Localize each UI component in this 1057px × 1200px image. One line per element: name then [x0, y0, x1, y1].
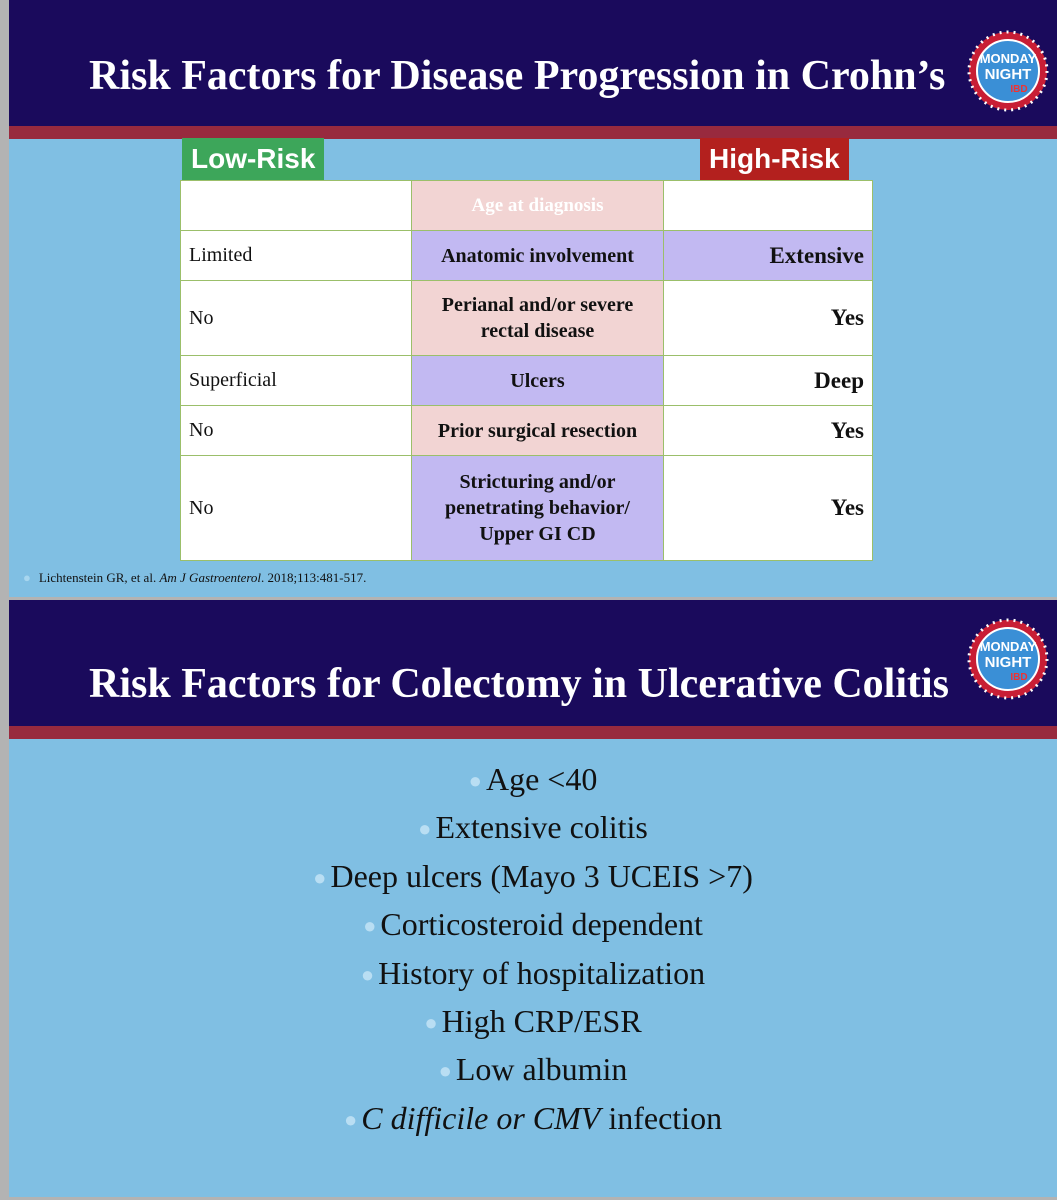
monday-night-ibd-logo-icon — [967, 618, 1049, 700]
list-item: ● Age <40 — [468, 761, 598, 797]
list-item: ● Low albumin — [438, 1051, 628, 1088]
factor-cell: Anatomic involvement — [412, 231, 664, 281]
low-risk-cell: No — [181, 406, 412, 456]
risk-factor-list — [9, 755, 1057, 1142]
low-risk-badge: Low-Risk — [182, 138, 324, 180]
bullet-dot-icon: ● — [23, 570, 31, 585]
monday-night-ibd-logo-icon — [967, 30, 1049, 112]
factor-cell: Age at diagnosis — [412, 181, 664, 231]
factor-cell: Prior surgical resection — [412, 406, 664, 456]
table-row — [181, 406, 873, 456]
citation-authors: Lichtenstein GR, et al. — [38, 570, 157, 585]
bullet-dot-icon: ● — [468, 768, 482, 793]
header-accent-bar — [9, 126, 1057, 139]
high-risk-badge: High-Risk — [700, 138, 849, 180]
slide-title: Risk Factors for Colectomy in Ulcerative Colitis — [89, 661, 950, 707]
svg-text:NIGHT: NIGHT — [984, 654, 1032, 671]
list-item: ● History of hospitalization — [360, 954, 706, 991]
bullet-dot-icon: ● — [363, 913, 377, 939]
bullet-dot-icon: ● — [418, 816, 432, 842]
high-risk-cell: Extensive — [664, 231, 873, 281]
bullet-dot-icon: ● — [438, 1058, 452, 1084]
svg-text:IBD: IBD — [1010, 672, 1028, 683]
table-row — [181, 231, 873, 281]
list-item: ● Extensive colitis — [418, 809, 648, 846]
low-risk-cell: No — [181, 456, 412, 561]
svg-text:NIGHT: NIGHT — [984, 66, 1032, 83]
factor-cell: Stricturing and/or penetrating behavior/ Upper GI CD — [412, 456, 664, 561]
list-item: ● C difficile or CMV infection — [343, 1099, 723, 1136]
table-row — [181, 356, 873, 406]
citation-details: . 2018;113:481-517. — [261, 570, 367, 585]
list-item: ● High CRP/ESR — [424, 1002, 642, 1039]
bullet-dot-icon: ● — [424, 1009, 438, 1035]
factor-cell: Perianal and/or severe rectal disease — [412, 281, 664, 356]
bullet-dot-icon: ● — [343, 1106, 358, 1132]
header-accent-bar — [9, 726, 1057, 739]
svg-text:MONDAY: MONDAY — [979, 639, 1037, 654]
high-risk-cell: Yes — [664, 406, 873, 456]
slide-title: Risk Factors for Disease Progression in Crohn’s — [89, 53, 946, 99]
high-risk-cell: Yes — [664, 456, 873, 561]
high-risk-cell: Deep — [664, 356, 873, 406]
risk-factor-table — [180, 180, 873, 561]
list-item: ● Corticosteroid dependent — [363, 906, 703, 943]
svg-text:MONDAY: MONDAY — [979, 51, 1037, 66]
low-risk-cell: Superficial — [181, 356, 412, 406]
citation — [23, 570, 366, 586]
low-risk-cell: No — [181, 281, 412, 356]
citation-journal: Am J Gastroenterol — [159, 570, 262, 585]
slide-crohns — [9, 0, 1057, 597]
table-row — [181, 456, 873, 561]
slide-ulcerative-colitis — [9, 600, 1057, 1197]
high-risk-cell: Yes — [664, 281, 873, 356]
svg-text:IBD: IBD — [1010, 84, 1028, 95]
factor-cell: Ulcers — [412, 356, 664, 406]
bullet-dot-icon: ● — [360, 961, 375, 987]
list-item: ● Deep ulcers (Mayo 3 UCEIS >7) — [313, 857, 753, 894]
table-row — [181, 281, 873, 356]
low-risk-cell: Limited — [181, 231, 412, 281]
bullet-dot-icon: ● — [313, 864, 327, 890]
table-row — [181, 181, 873, 231]
high-risk-cell — [664, 181, 873, 231]
low-risk-cell — [181, 181, 412, 231]
